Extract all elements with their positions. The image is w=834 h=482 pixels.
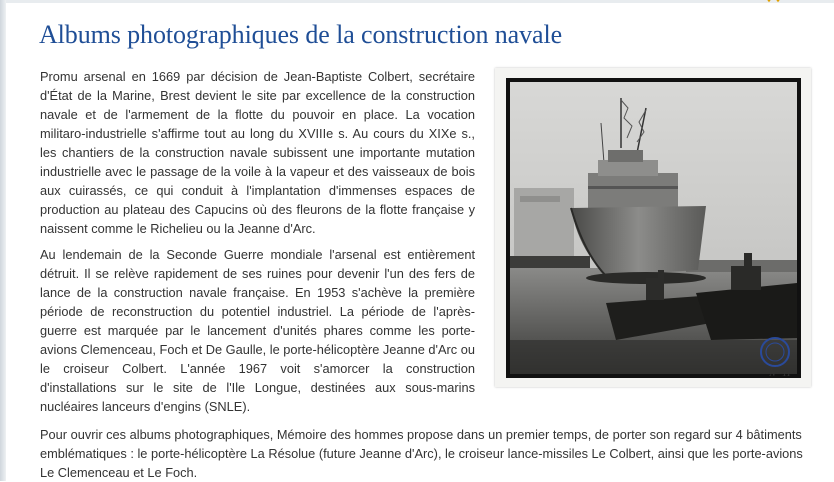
- ship-photo-image: [506, 78, 801, 378]
- albums-paragraph: Pour ouvrir ces albums photographiques, Mémoire des hommes propose dans un premier temps, de porter son regard sur 4 bâtiments emblématiques : le porte-hélicoptère La Résolue (future Jeanne d'Arc), le croiseur lance-missiles Le Colbert, ainsi que les porte-avions Le Clemenceau et Le Foch.: [40, 427, 803, 480]
- postwar-paragraph: Au lendemain de la Seconde Guerre mondiale l'arsenal est entièrement détruit. Il se relève rapidement de ses ruines pour devenir l'un des fers de lance de la construction navale française. En 1953 s'achève la première période de reconstruction du potentiel industriel. La période de l'après-guerre est marquée par le lancement d'unités phares comme les porte-avions Clemenceau, Foch et De Gaulle, le porte-hélicoptère Jeanne d'Arc ou le croiseur Colbert. L'année 1967 voit s'amorcer la construction d'installations sur le site de l'Ile Longue, destinées aux sous-marins nucléaires lanceurs d'engins (SNLE).: [40, 247, 475, 414]
- page-title: Albums photographiques de la construction navale: [39, 20, 563, 49]
- intro-paragraph: Promu arsenal en 1669 par décision de Jean-Baptiste Colbert, secrétaire d'État de la Marine, Brest devient le site par excellence de la construction navale et de l'armement de la flotte du pouvoir en place. La vocation militaro-industrielle s'affirme tout au long du XVIIIe s. Au cours du XIXe s., les chantiers de la construction navale subissent une importante mutation industrielle avec le passage de la voile à la vapeur et des vaisseaux de bois aux cuirassés, ce qui conduit à l'implantation d'immenses espaces de production au plateau des Capucins où des fleurons de la flotte française y naissent comme le Richelieu ou la Jeanne d'Arc.: [40, 69, 475, 236]
- left-page-strip: [0, 0, 6, 481]
- corner-decoration-icon: [764, 0, 784, 4]
- photo-number-mark: N° 11: [769, 368, 792, 379]
- top-border: [0, 0, 834, 3]
- ship-launch-photo[interactable]: [495, 68, 811, 387]
